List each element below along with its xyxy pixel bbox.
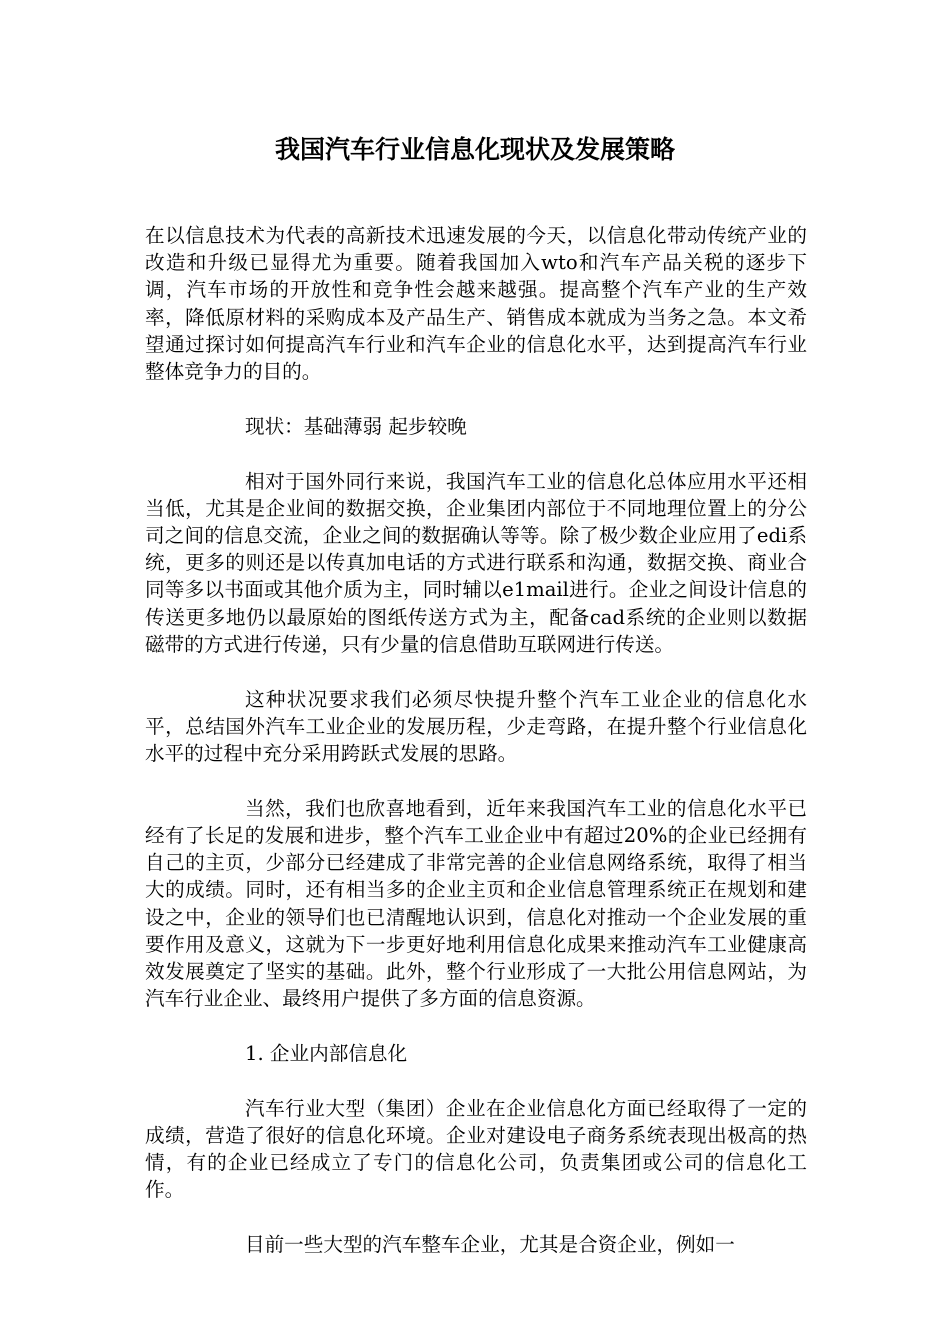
document-body [145, 222, 807, 1286]
body-paragraph: 目前一些大型的汽车整车企业，尤其是合资企业，例如一 [245, 1233, 735, 1257]
document-title: 我国汽车行业信息化现状及发展策略 [274, 135, 675, 164]
subsection-heading-internal: 1. 企业内部信息化 [245, 1042, 408, 1066]
body-paragraph: 汽车行业大型（集团）企业在企业信息化方面已经取得了一定的成绩，营造了很好的信息化环境。企业对建设电子商务系统表现出极高的热情，有的企业已经成立了专门的信息化公司，负责集团或公司的信息化工作。 [145, 1096, 807, 1202]
section-heading-status: 现状：基础薄弱 起步较晚 [245, 414, 467, 438]
body-paragraph: 这种状况要求我们必须尽快提升整个汽车工业企业的信息化水平，总结国外汽车工业企业的发展历程，少走弯路，在提升整个行业信息化水平的过程中充分采用跨跃式发展的思路。 [145, 687, 807, 766]
intro-paragraph: 在以信息技术为代表的高新技术迅速发展的今天，以信息化带动传统产业的改造和升级已显得尤为重要。随着我国加入wto和汽车产品关税的逐步下调，汽车市场的开放性和竞争性会越来越强。提高整个汽车产业的生产效率，降低原材料的采购成本及产品生产、销售成本就成为当务之急。本文希望通过探讨如何提高汽车行业和汽车企业的信息化水平，达到提高汽车行业整体竞争力的目的。 [145, 224, 807, 384]
body-paragraph: 相对于国外同行来说，我国汽车工业的信息化总体应用水平还相当低，尤其是企业间的数据交换，企业集团内部位于不同地理位置上的分公司之间的信息交流，企业之间的数据确认等等。除了极少数企业应用了edi系统，更多的则还是以传真加电话的方式进行联系和沟通，数据交换、商业合同等多以书面或其他介质为主，同时辅以e1mail进行。企业之间设计信息的传送更多地仍以最原始的图纸传送方式为主，配备cad系统的企业则以数据磁带的方式进行传递，只有少量的信息借助互联网进行传送。 [145, 469, 807, 656]
body-paragraph: 当然，我们也欣喜地看到，近年来我国汽车工业的信息化水平已经有了长足的发展和进步，整个汽车工业企业中有超过20%的企业已经拥有自己的主页，少部分已经建成了非常完善的企业信息网络系统，取得了相当大的成绩。同时，还有相当多的企业主页和企业信息管理系统正在规划和建设之中，企业的领导们也已清醒地认识到，信息化对推动一个企业发展的重要作用及意义，这就为下一步更好地利用信息化成果来推动汽车工业健康高效发展奠定了坚实的基础。此外，整个行业形成了一大批公用信息网站，为汽车行业企业、最终用户提供了多方面的信息资源。 [145, 796, 807, 1011]
